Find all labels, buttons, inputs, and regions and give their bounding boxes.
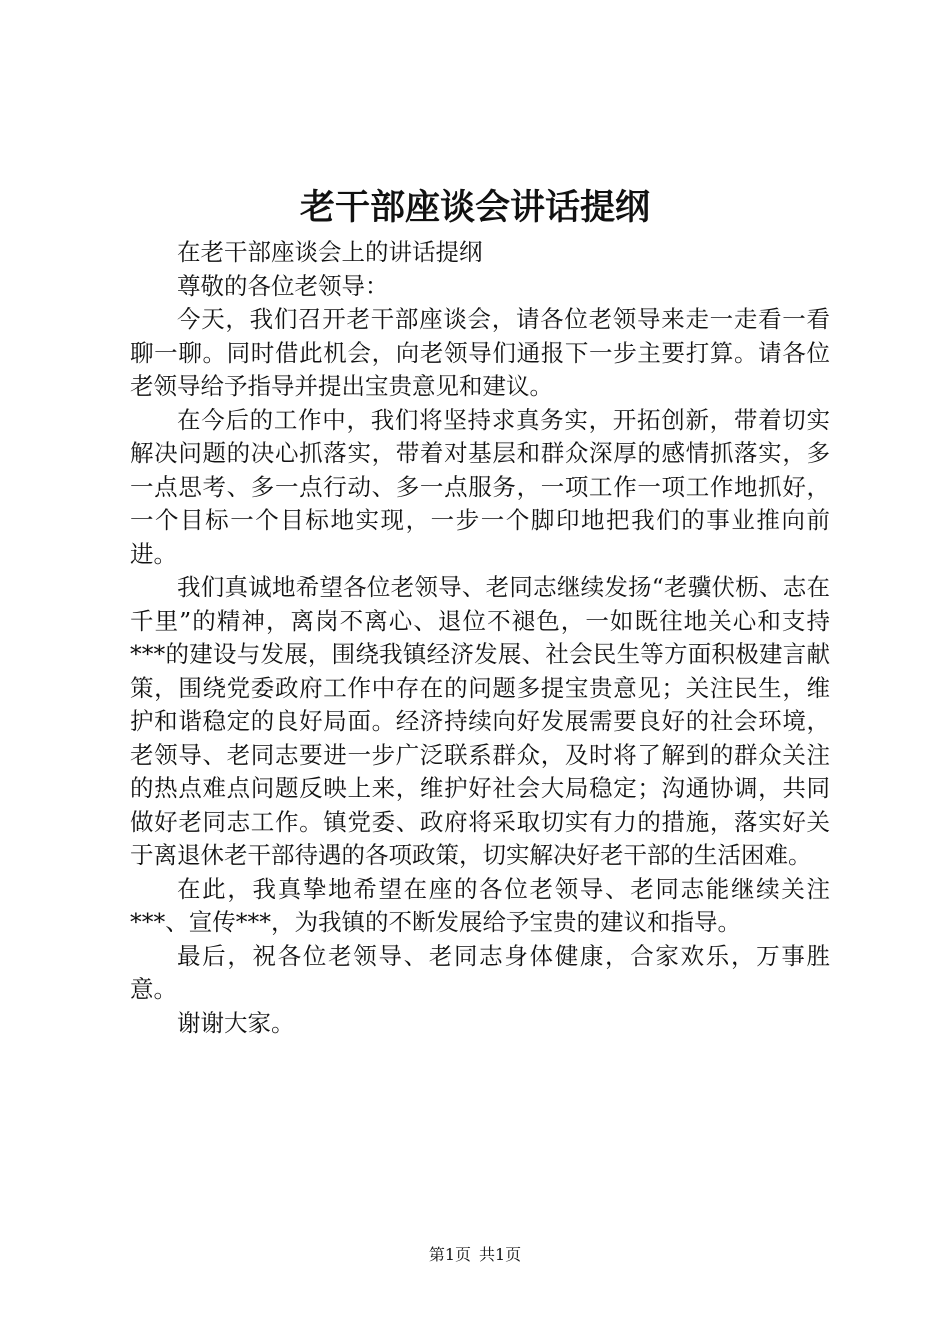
- paragraph-closing-wishes: 最后，祝各位老领导、老同志身体健康，合家欢乐，万事胜意。: [130, 941, 830, 1003]
- paragraph-salutation: 尊敬的各位老领导：: [177, 271, 389, 300]
- paragraph-request: 在此，我真挚地希望在座的各位老领导、老同志能继续关注***、宣传***，为我镇的不断发展给予宝贵的建议和指导。: [130, 874, 830, 936]
- paragraph-hopes: 我们真诚地希望各位老领导、老同志继续发扬“老骥伏枥、志在千里”的精神，离岗不离心、退位不褪色，一如既往地关心和支持***的建设与发展，围绕我镇经济发展、社会民生等方面积极建言献策，围绕党委政府工作中存在的问题多提宝贵意见；关注民生，维护和谐稳定的良好局面。经济持续向好发展需要良好的社会环境，老领导、老同志要进一步广泛联系群众，及时将了解到的群众关注的热点难点问题反映上来，维护好社会大局稳定；沟通协调，共同做好老同志工作。镇党委、政府将采取切实有力的措施，落实好关于离退休老干部待遇的各项政策，切实解决好老干部的生活困难。: [130, 573, 830, 869]
- paragraph-work-plan: 在今后的工作中，我们将坚持求真务实，开拓创新，带着切实解决问题的决心抓落实，带着对基层和群众深厚的感情抓落实，多一点思考、多一点行动、多一点服务，一项工作一项工作地抓好，一个目标一个目标地实现，一步一个脚印地把我们的事业推向前进。: [130, 405, 830, 568]
- page-number-total: 共1页: [479, 1245, 522, 1264]
- paragraph-opening: 今天，我们召开老干部座谈会，请各位老领导来走一走看一看聊一聊。同时借此机会，向老领导们通报下一步主要打算。请各位老领导给予指导并提出宝贵意见和建议。: [130, 305, 830, 400]
- paragraph-thanks: 谢谢大家。: [177, 1008, 295, 1037]
- document-title: 老干部座谈会讲话提纲: [299, 188, 650, 228]
- document-body: [130, 236, 830, 1040]
- page-footer: [0, 1244, 950, 1266]
- page-number-current: 第1页: [428, 1245, 471, 1264]
- paragraph-subtitle: 在老干部座谈会上的讲话提纲: [177, 238, 483, 266]
